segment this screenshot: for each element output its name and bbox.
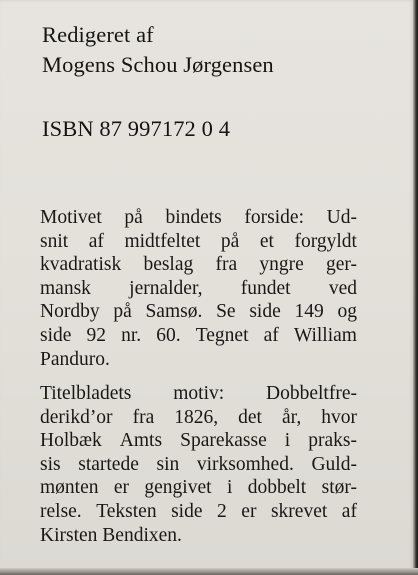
page-bottom-edge: [0, 568, 418, 575]
paragraph-line: mønten er gengivet i dobbelt stør-: [40, 477, 357, 499]
title-page-motif-paragraph: [40, 382, 357, 547]
cover-motif-paragraph: [40, 206, 357, 371]
paragraph-line: snit af midtfeltet på et forgyldt: [40, 230, 357, 252]
isbn-number: ISBN 87 997172 0 4: [42, 116, 231, 141]
paragraph-line: Holbæk Amts Sparekasse i praks-: [40, 430, 357, 452]
paragraph-line: kvadratisk beslag fra yngre ger-: [40, 254, 357, 276]
edited-by-label: Redigeret af: [42, 22, 154, 47]
paragraph-line: mansk jernalder, fundet ved: [40, 277, 357, 299]
paragraph-line: derikd’or fra 1826, det år, hvor: [40, 406, 357, 428]
paragraph-line: Kirsten Bendixen.: [40, 524, 182, 546]
paragraph-line: Titelbladets motiv: Dobbeltfre-: [40, 383, 357, 404]
page-edge-shadow: [413, 0, 418, 575]
paragraph-line: Panduro.: [40, 348, 110, 370]
editor-name: Mogens Schou Jørgensen: [42, 52, 274, 77]
paragraph-line: side 92 nr. 60. Tegnet af William: [40, 324, 357, 346]
paragraph-line: sis startede sin virksomhed. Guld-: [40, 453, 357, 475]
paragraph-line: Nordby på Samsø. Se side 149 og: [40, 301, 357, 323]
paragraph-line: relse. Teksten side 2 er skrevet af: [40, 500, 357, 522]
paragraph-line: Motivet på bindets forside: Ud-: [40, 207, 357, 228]
